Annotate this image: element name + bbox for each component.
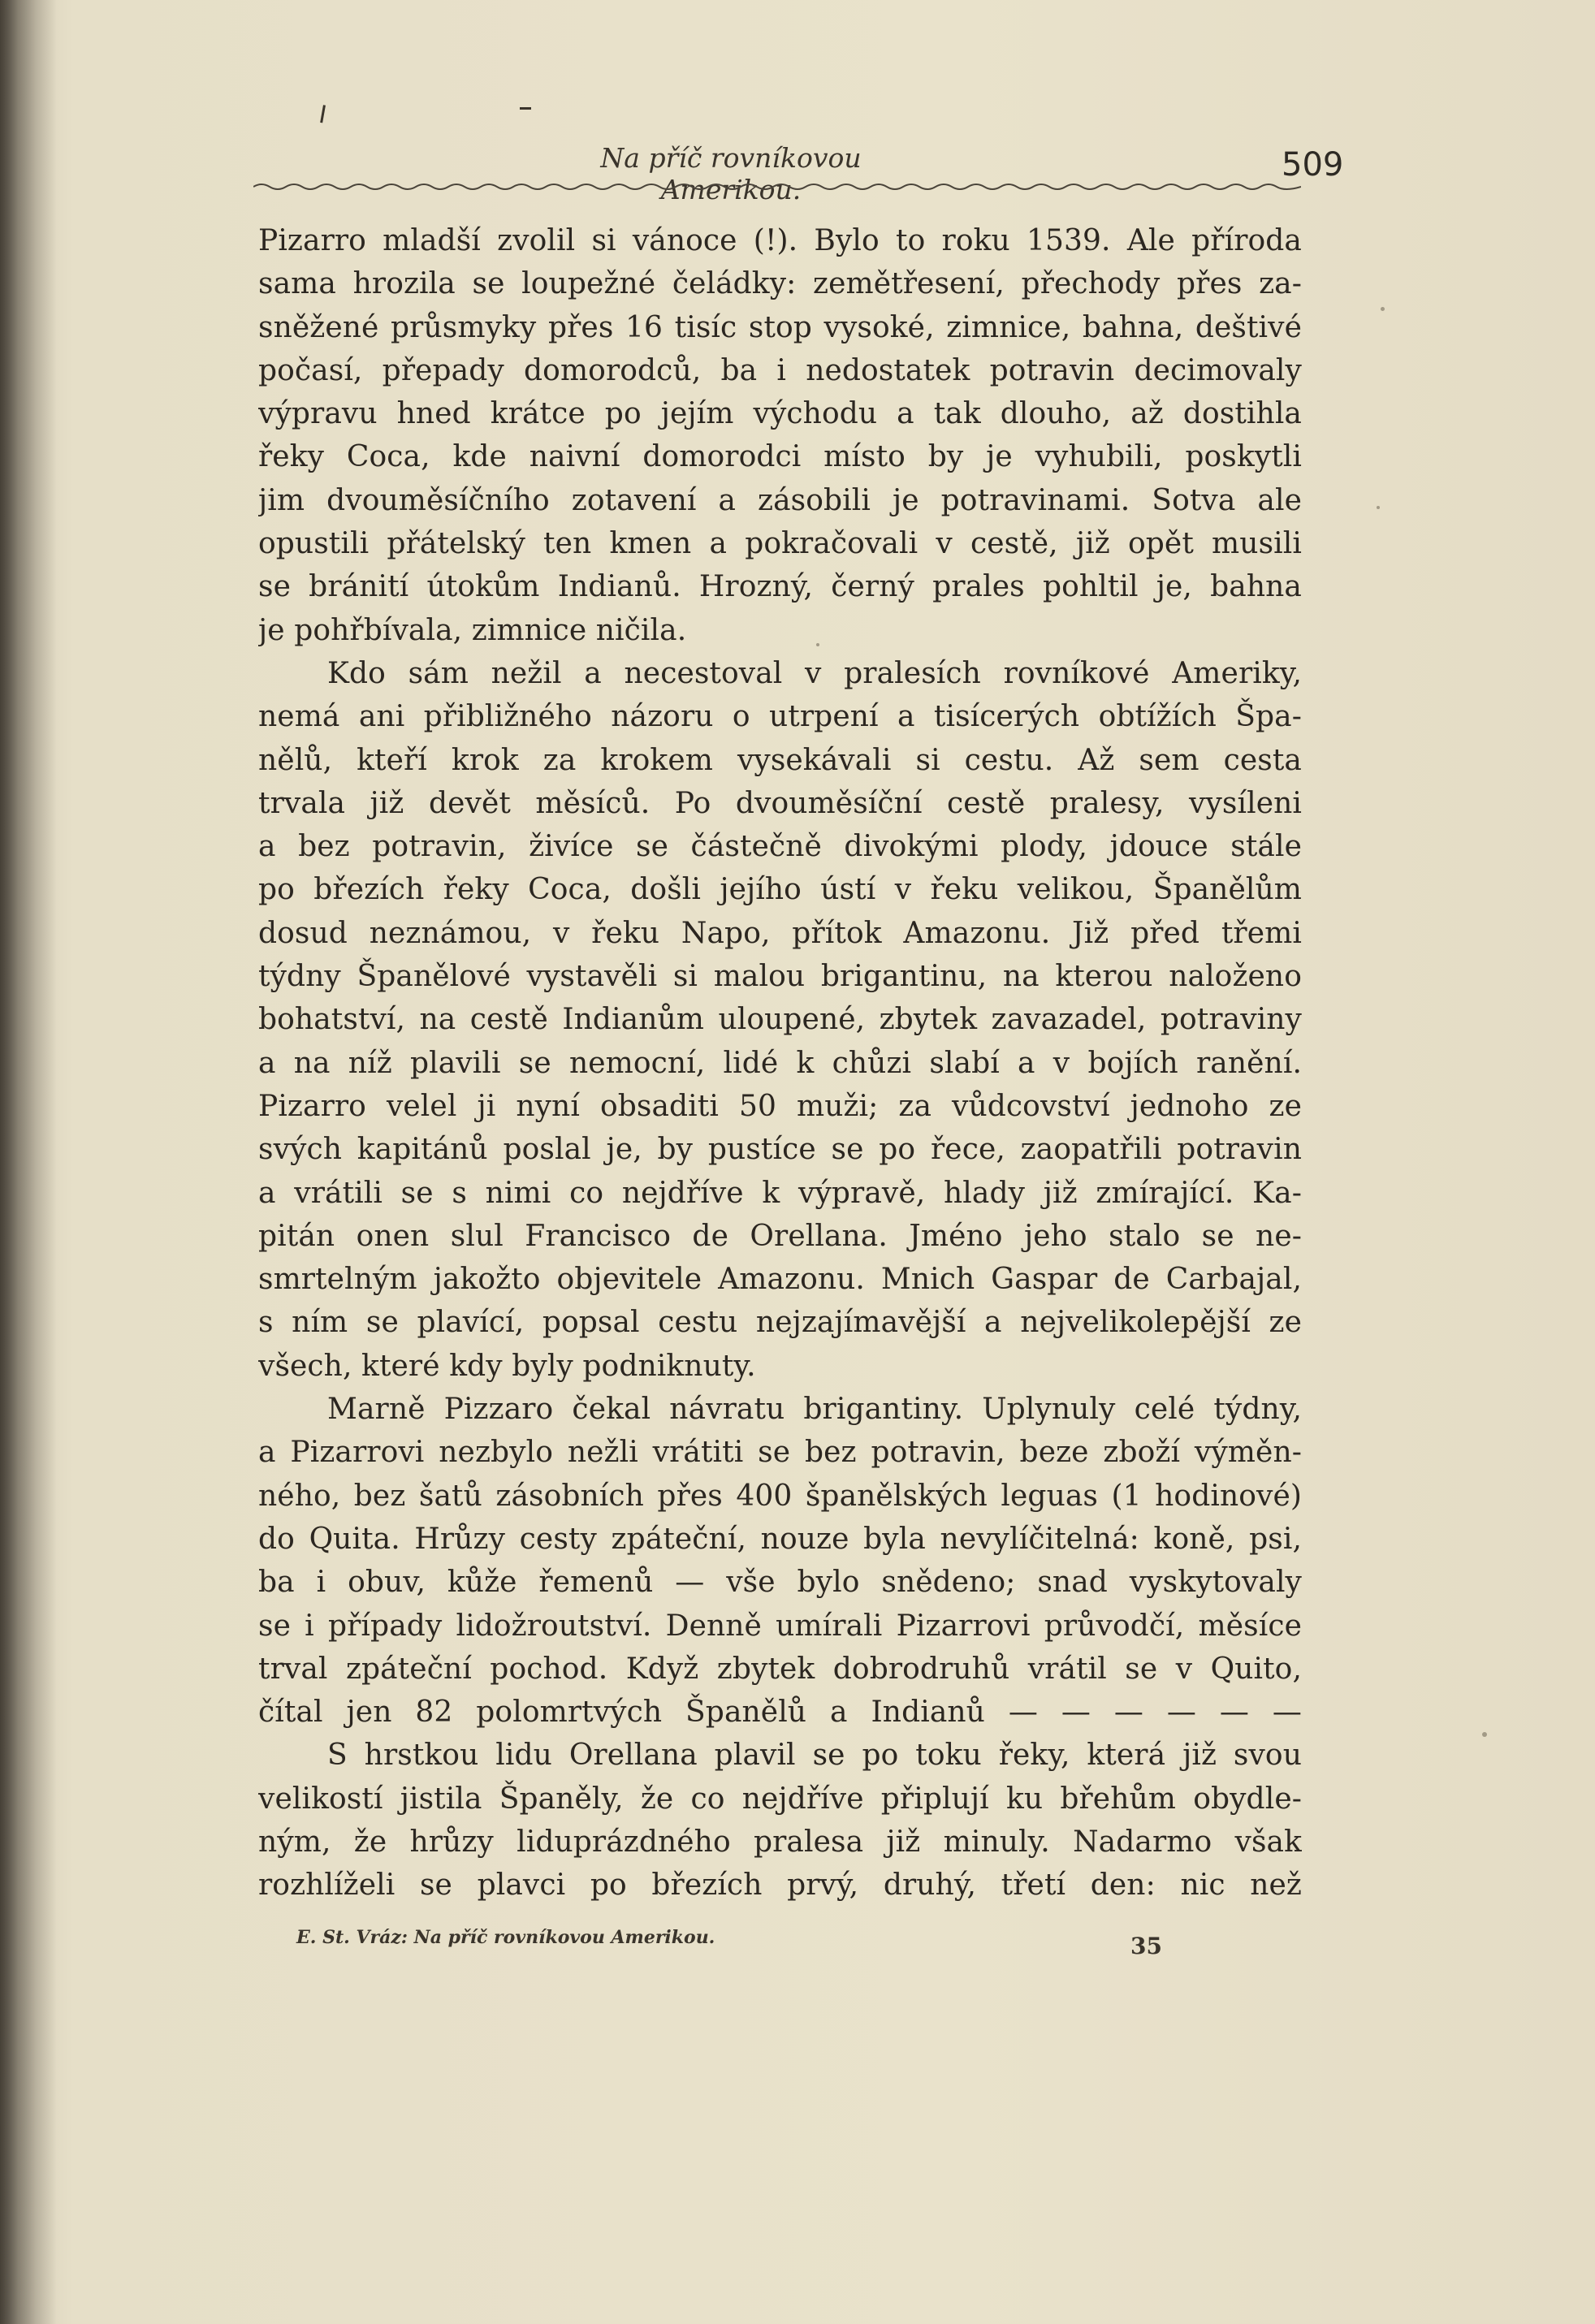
sheet-number: 35 [1130, 1933, 1162, 1959]
paragraph-first-line: S hrstkou lidu Orellana plavil se po toku řeky, která již svou [327, 1739, 1302, 1773]
text-line: se bránití útokům Indianů. Hrozný, černý prales pohltil je, bahna [258, 570, 1302, 604]
text-line: počasí, přepady domorodců, ba i nedostatek potravin decimovaly [258, 353, 1302, 387]
ink-mark [520, 107, 531, 110]
text-line: smrtelným jakožto objevitele Amazonu. Mnich Gaspar de Carbajal, [258, 1263, 1302, 1297]
text-line: ba i obuv, kůže řemenů — vše bylo snědeno; snad vyskytovaly [258, 1566, 1302, 1600]
text-line: a Pizarrovi nezbylo nežli vrátiti se bez potravin, beze zboží výměn- [258, 1436, 1302, 1470]
text-line: do Quita. Hrůzy cesty zpáteční, nouze byla nevylíčitelná: koně, psi, [258, 1522, 1302, 1556]
text-line: řeky Coca, kde naivní domorodci místo by je vyhubili, poskytli [258, 440, 1302, 474]
text-line: sama hrozila se loupežné čeládky: zemětřesení, přechody přes za- [258, 267, 1302, 301]
page-edge-shadow [0, 0, 57, 2324]
page-number: 509 [1282, 146, 1344, 184]
text-line: rozhlíželi se plavci po březích prvý, druhý, třetí den: nic než [258, 1868, 1302, 1903]
text-line: nemá ani přibližného názoru o utrpení a tisícerých obtížích Špa- [258, 700, 1302, 734]
text-line: a bez potravin, živíce se částečně divokými plody, jdouce stále [258, 830, 1302, 864]
text-line: opustili přátelský ten kmen a pokračovali v cestě, již opět musili [258, 527, 1302, 561]
text-line: velikostí jistila Španěly, že co nejdříve připlují ku břehům obydle- [258, 1782, 1302, 1816]
text-line: Pizarro mladší zvolil si vánoce (!). Bylo to roku 1539. Ale příroda [258, 224, 1302, 257]
text-line: Pizarro velel ji nyní obsaditi 50 muži; za vůdcovství jednoho ze [258, 1089, 1302, 1123]
paper-speck [1377, 506, 1380, 509]
text-line: všech, které kdy byly podniknuty. [258, 1349, 756, 1383]
text-line: trvala již devět měsíců. Po dvouměsíční cestě pralesy, vysíleni [258, 786, 1302, 820]
text-line: čítal jen 82 polomrtvých Španělů a Indianů — — — — — — [258, 1695, 1302, 1730]
text-line: bohatství, na cestě Indianům uloupené, zbytek zavazadel, potraviny [258, 1003, 1302, 1037]
paper-speck [1381, 307, 1385, 311]
paragraph-first-line: Kdo sám nežil a necestoval v pralesích rovníkové Ameriky, [327, 656, 1302, 690]
text-line: svých kapitánů poslal je, by pustíce se po řece, zaopatřili potravin [258, 1133, 1302, 1167]
text-line: je pohřbívala, zimnice ničila. [258, 613, 687, 647]
text-line: ného, bez šatů zásobních přes 400 španělských leguas (1 hodinové) [258, 1479, 1302, 1513]
footer-signature: E. St. Vráz: Na příč rovníkovou Amerikou. [296, 1927, 715, 1948]
text-line: jim dvouměsíčního zotavení a zásobili je potravinami. Sotva ale [258, 483, 1302, 517]
ink-mark [320, 105, 332, 124]
running-head: Na příč rovníkovou Amerikou. [600, 142, 862, 205]
text-line: s ním se plavící, popsal cestu nejzajímavější a nejvelikolepější ze [258, 1306, 1302, 1340]
text-line: ným, že hrůzy liduprázdného pralesa již minuly. Nadarmo však [258, 1825, 1302, 1859]
text-line: dosud neznámou, v řeku Napo, přítok Amazonu. Již před třemi [258, 916, 1302, 950]
text-line: se i případy lidožroutství. Denně umírali Pizarrovi průvodčí, měsíce [258, 1609, 1302, 1643]
text-line: po březích řeky Coca, došli jejího ústí v řeku velikou, Španělům [258, 873, 1302, 907]
text-line: týdny Španělové vystavěli si malou brigantinu, na kterou naloženo [258, 960, 1302, 994]
paper-speck [816, 643, 819, 646]
text-line: a na níž plavili se nemocní, lidé k chůzi slabí a v bojích ranění. [258, 1046, 1302, 1080]
text-line: výpravu hned krátce po jejím východu a tak dlouho, až dostihla [258, 397, 1302, 431]
wavy-header-rule [253, 180, 1301, 192]
text-line: nělů, kteří krok za krokem vysekávali si cestu. Až sem cesta [258, 743, 1302, 777]
text-line: sněžené průsmyky přes 16 tisíc stop vysoké, zimnice, bahna, deštivé [258, 310, 1302, 344]
paper-speck [1482, 1732, 1487, 1737]
paragraph-first-line: Marně Pizzaro čekal návratu brigantiny. Uplynuly celé týdny, [327, 1393, 1302, 1427]
text-line: pitán onen slul Francisco de Orellana. Jméno jeho stalo se ne- [258, 1219, 1302, 1253]
text-line: trval zpáteční pochod. Když zbytek dobrodruhů vrátil se v Quito, [258, 1652, 1302, 1686]
body-text [258, 219, 1302, 1907]
text-line: a vrátili se s nimi co nejdříve k výpravě, hlady již zmírající. Ka- [258, 1176, 1302, 1210]
